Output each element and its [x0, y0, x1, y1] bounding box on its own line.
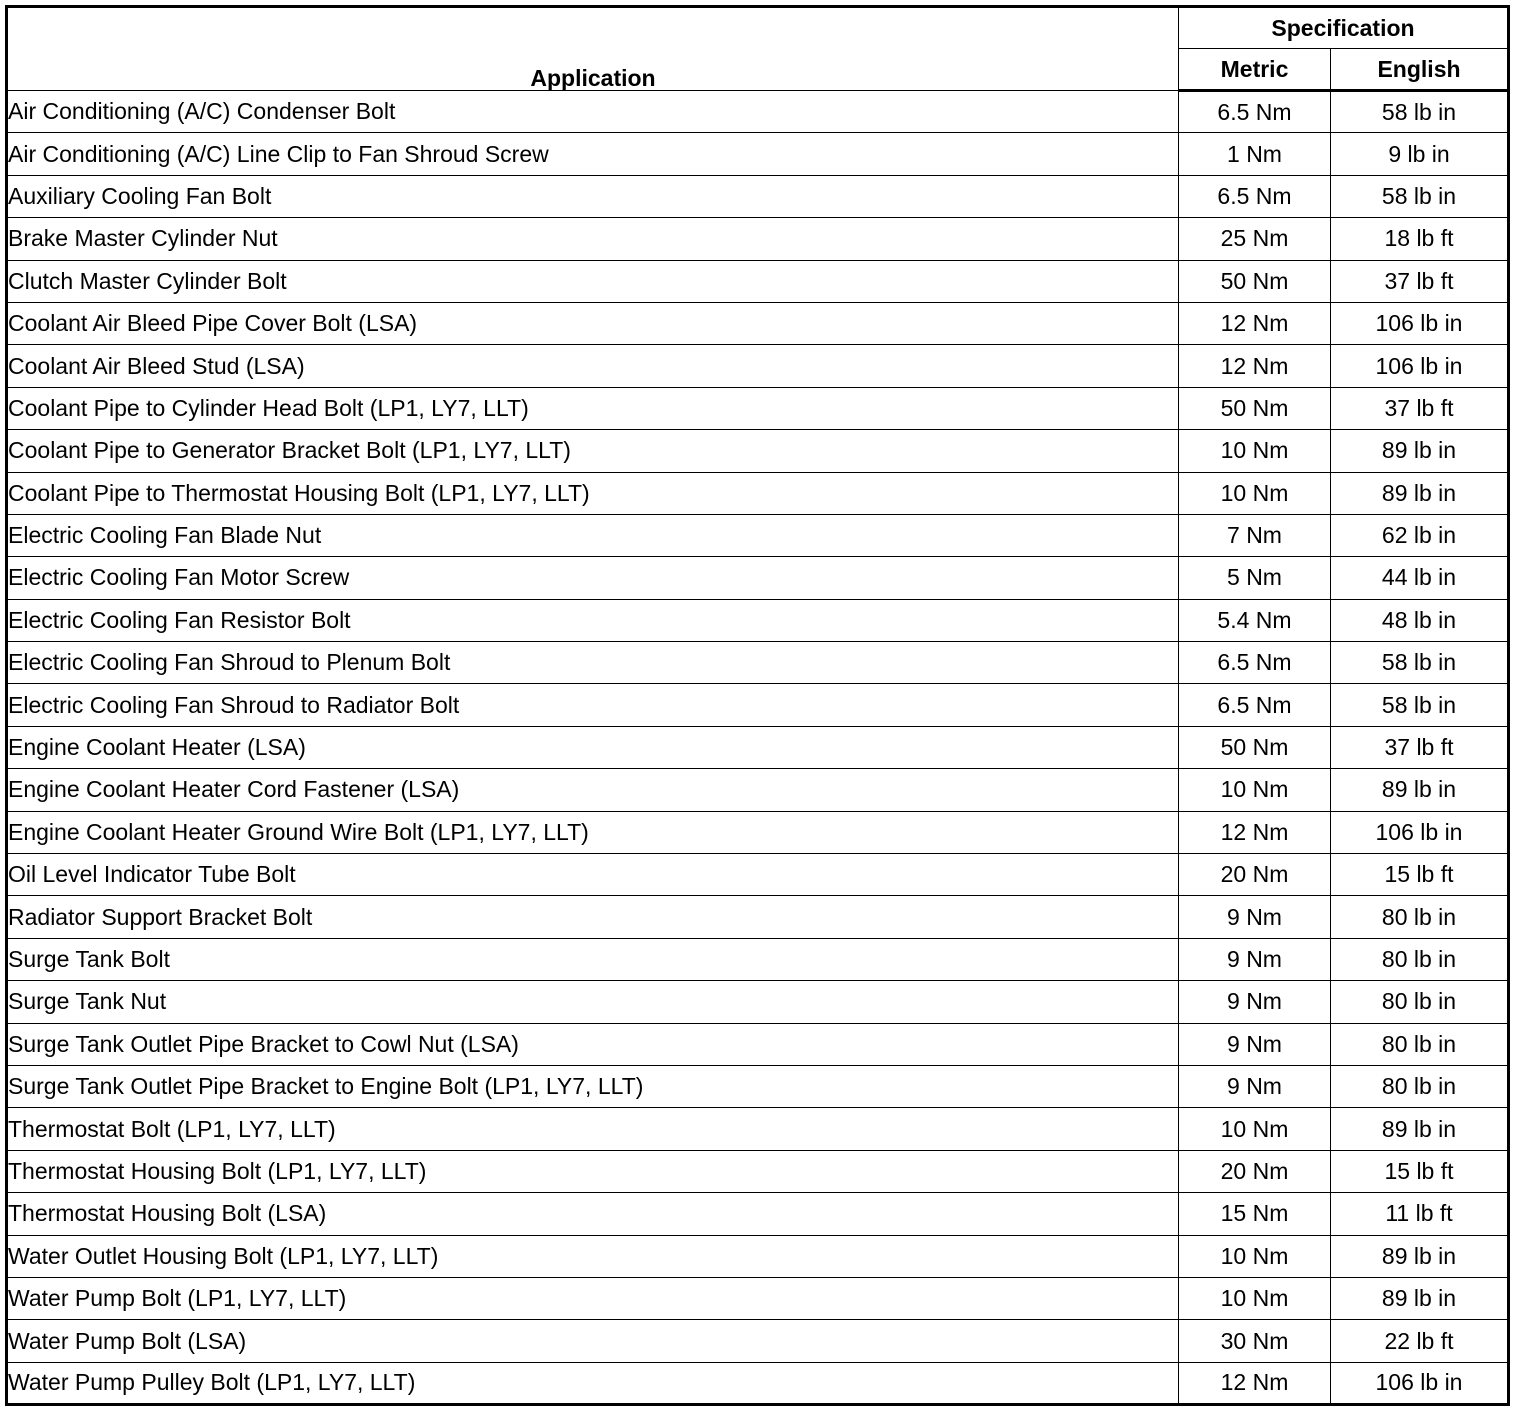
table-row: [7, 1065, 1509, 1107]
application-cell: Engine Coolant Heater Ground Wire Bolt (LP1, LY7, LLT): [7, 811, 1179, 853]
application-cell: Electric Cooling Fan Motor Screw: [7, 557, 1179, 599]
table-row: [7, 642, 1509, 684]
application-cell: Coolant Air Bleed Stud (LSA): [7, 345, 1179, 387]
metric-cell: 25 Nm: [1179, 218, 1331, 260]
english-cell: 62 lb in: [1331, 514, 1509, 556]
metric-cell: 10 Nm: [1179, 1277, 1331, 1319]
english-cell: 80 lb in: [1331, 1065, 1509, 1107]
application-cell: Air Conditioning (A/C) Condenser Bolt: [7, 91, 1179, 133]
metric-cell: 12 Nm: [1179, 1362, 1331, 1404]
english-cell: 89 lb in: [1331, 430, 1509, 472]
table-row: [7, 218, 1509, 260]
english-cell: 89 lb in: [1331, 1277, 1509, 1319]
application-cell: Coolant Pipe to Thermostat Housing Bolt (LP1, LY7, LLT): [7, 472, 1179, 514]
metric-cell: 12 Nm: [1179, 302, 1331, 344]
table-row: [7, 769, 1509, 811]
table-row: [7, 854, 1509, 896]
application-cell: Surge Tank Outlet Pipe Bracket to Engine Bolt (LP1, LY7, LLT): [7, 1065, 1179, 1107]
metric-cell: 6.5 Nm: [1179, 642, 1331, 684]
table-row: [7, 811, 1509, 853]
application-cell: Brake Master Cylinder Nut: [7, 218, 1179, 260]
metric-cell: 20 Nm: [1179, 1150, 1331, 1192]
table-row: [7, 260, 1509, 302]
table-row: [7, 302, 1509, 344]
application-cell: Radiator Support Bracket Bolt: [7, 896, 1179, 938]
english-cell: 37 lb ft: [1331, 726, 1509, 768]
metric-cell: 9 Nm: [1179, 981, 1331, 1023]
metric-cell: 9 Nm: [1179, 1065, 1331, 1107]
table-row: [7, 387, 1509, 429]
table-row: [7, 430, 1509, 472]
english-cell: 80 lb in: [1331, 896, 1509, 938]
metric-cell: 30 Nm: [1179, 1320, 1331, 1362]
table-row: [7, 896, 1509, 938]
english-cell: 11 lb ft: [1331, 1193, 1509, 1235]
metric-cell: 50 Nm: [1179, 260, 1331, 302]
application-cell: Coolant Pipe to Generator Bracket Bolt (LP1, LY7, LLT): [7, 430, 1179, 472]
application-cell: Surge Tank Outlet Pipe Bracket to Cowl Nut (LSA): [7, 1023, 1179, 1065]
application-cell: Thermostat Housing Bolt (LP1, LY7, LLT): [7, 1150, 1179, 1192]
english-cell: 89 lb in: [1331, 769, 1509, 811]
english-header: English: [1331, 49, 1509, 91]
english-cell: 9 lb in: [1331, 133, 1509, 175]
metric-cell: 10 Nm: [1179, 430, 1331, 472]
metric-cell: 6.5 Nm: [1179, 91, 1331, 133]
english-cell: 89 lb in: [1331, 1235, 1509, 1277]
metric-cell: 10 Nm: [1179, 1108, 1331, 1150]
english-cell: 58 lb in: [1331, 91, 1509, 133]
torque-spec-table: [5, 5, 1510, 1406]
specification-header: Specification: [1179, 7, 1509, 49]
english-cell: 15 lb ft: [1331, 854, 1509, 896]
application-cell: Thermostat Bolt (LP1, LY7, LLT): [7, 1108, 1179, 1150]
english-cell: 18 lb ft: [1331, 218, 1509, 260]
metric-cell: 7 Nm: [1179, 514, 1331, 556]
english-cell: 89 lb in: [1331, 1108, 1509, 1150]
metric-cell: 10 Nm: [1179, 472, 1331, 514]
application-cell: Coolant Pipe to Cylinder Head Bolt (LP1, LY7, LLT): [7, 387, 1179, 429]
metric-cell: 10 Nm: [1179, 1235, 1331, 1277]
metric-cell: 20 Nm: [1179, 854, 1331, 896]
application-cell: Surge Tank Nut: [7, 981, 1179, 1023]
application-cell: Electric Cooling Fan Blade Nut: [7, 514, 1179, 556]
english-cell: 15 lb ft: [1331, 1150, 1509, 1192]
metric-cell: 10 Nm: [1179, 769, 1331, 811]
metric-cell: 9 Nm: [1179, 896, 1331, 938]
english-cell: 44 lb in: [1331, 557, 1509, 599]
metric-cell: 15 Nm: [1179, 1193, 1331, 1235]
metric-cell: 50 Nm: [1179, 726, 1331, 768]
metric-cell: 12 Nm: [1179, 811, 1331, 853]
table-row: [7, 726, 1509, 768]
english-cell: 106 lb in: [1331, 302, 1509, 344]
application-cell: Engine Coolant Heater Cord Fastener (LSA): [7, 769, 1179, 811]
table-row: [7, 1023, 1509, 1065]
english-cell: 37 lb ft: [1331, 260, 1509, 302]
metric-cell: 9 Nm: [1179, 938, 1331, 980]
table-row: [7, 514, 1509, 556]
application-cell: Oil Level Indicator Tube Bolt: [7, 854, 1179, 896]
application-cell: Electric Cooling Fan Resistor Bolt: [7, 599, 1179, 641]
metric-cell: 6.5 Nm: [1179, 684, 1331, 726]
english-cell: 80 lb in: [1331, 981, 1509, 1023]
english-cell: 58 lb in: [1331, 175, 1509, 217]
english-cell: 106 lb in: [1331, 345, 1509, 387]
application-cell: Surge Tank Bolt: [7, 938, 1179, 980]
metric-cell: 9 Nm: [1179, 1023, 1331, 1065]
application-cell: Water Pump Bolt (LP1, LY7, LLT): [7, 1277, 1179, 1319]
english-cell: 106 lb in: [1331, 1362, 1509, 1404]
table-row: [7, 938, 1509, 980]
application-cell: Water Pump Bolt (LSA): [7, 1320, 1179, 1362]
application-cell: Electric Cooling Fan Shroud to Radiator Bolt: [7, 684, 1179, 726]
table-row: [7, 1193, 1509, 1235]
english-cell: 58 lb in: [1331, 684, 1509, 726]
english-cell: 89 lb in: [1331, 472, 1509, 514]
table-row: [7, 981, 1509, 1023]
metric-header: Metric: [1179, 49, 1331, 91]
table-row: [7, 175, 1509, 217]
metric-cell: 12 Nm: [1179, 345, 1331, 387]
table-row: [7, 472, 1509, 514]
application-cell: Thermostat Housing Bolt (LSA): [7, 1193, 1179, 1235]
application-cell: Electric Cooling Fan Shroud to Plenum Bolt: [7, 642, 1179, 684]
application-cell: Clutch Master Cylinder Bolt: [7, 260, 1179, 302]
metric-cell: 1 Nm: [1179, 133, 1331, 175]
table-row: [7, 345, 1509, 387]
table-row: [7, 684, 1509, 726]
metric-cell: 5.4 Nm: [1179, 599, 1331, 641]
table-row: [7, 1150, 1509, 1192]
english-cell: 58 lb in: [1331, 642, 1509, 684]
header-row: [7, 7, 1509, 49]
table-row: [7, 1362, 1509, 1404]
application-cell: Air Conditioning (A/C) Line Clip to Fan Shroud Screw: [7, 133, 1179, 175]
english-cell: 106 lb in: [1331, 811, 1509, 853]
application-cell: Engine Coolant Heater (LSA): [7, 726, 1179, 768]
application-cell: Water Pump Pulley Bolt (LP1, LY7, LLT): [7, 1362, 1179, 1404]
metric-cell: 50 Nm: [1179, 387, 1331, 429]
table-row: [7, 1320, 1509, 1362]
table-row: [7, 1108, 1509, 1150]
metric-cell: 5 Nm: [1179, 557, 1331, 599]
application-cell: Auxiliary Cooling Fan Bolt: [7, 175, 1179, 217]
table-body: [7, 91, 1509, 1405]
metric-cell: 6.5 Nm: [1179, 175, 1331, 217]
english-cell: 48 lb in: [1331, 599, 1509, 641]
english-cell: 80 lb in: [1331, 1023, 1509, 1065]
table-row: [7, 133, 1509, 175]
table-header: [7, 7, 1509, 91]
application-header: Application: [7, 7, 1179, 91]
table-row: [7, 599, 1509, 641]
table-row: [7, 1235, 1509, 1277]
table-row: [7, 91, 1509, 133]
english-cell: 80 lb in: [1331, 938, 1509, 980]
english-cell: 37 lb ft: [1331, 387, 1509, 429]
application-cell: Coolant Air Bleed Pipe Cover Bolt (LSA): [7, 302, 1179, 344]
english-cell: 22 lb ft: [1331, 1320, 1509, 1362]
table-row: [7, 1277, 1509, 1319]
application-cell: Water Outlet Housing Bolt (LP1, LY7, LLT): [7, 1235, 1179, 1277]
table-row: [7, 557, 1509, 599]
